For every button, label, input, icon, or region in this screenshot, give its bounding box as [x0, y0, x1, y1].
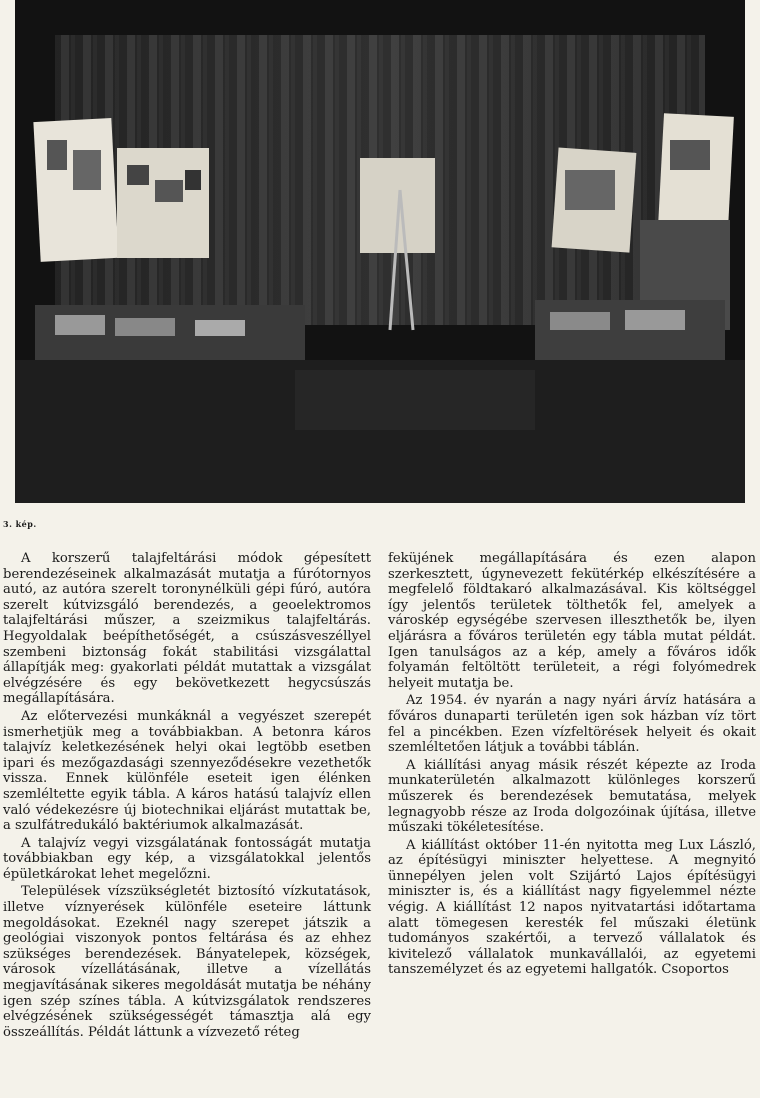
paragraph: Települések vízszükségletét biztosító vízkutatások, illetve víznyerések különféle eseteire láttunk megoldásokat. Ezeknél nagy szerepet játszik a geológiai viszonyok pontos feltárása és az ehhez szükséges berendezések. Bányatelepek, községek, városok vízellátásának, illetve a vízellátás megjavításának sikeres megoldását mutatja be néhány igen szép színes tábla. A kútvizsgálatok rendszeres elvégzésének szükségességét támasztja alá egy összeállítás. Példát láttunk a vízvezető réteg [3, 884, 371, 1040]
paragraph: A korszerű talajfeltárási módok gépesített berendezéseinek alkalmazását mutatja a fúrótornyos autó, az autóra szerelt toronynélküli gépi fúró, autóra szerelt kútvizsgáló berendezés, a geoelektromos talajfeltárási műszer, a szeizmikus talajfeltárás. Hegyoldalak beépíthetőségét, a csúszásveszéllyel szembeni biztonság fokát stabilitási vizsgálattal állapítják meg: gyakorlati példát mutattak a vizsgálat elvégzésére és egy bekövetkezett hegycsúszás megállapítására. [3, 551, 371, 707]
figure-caption: 3. kép. [3, 519, 37, 529]
paragraph: A kiállítást október 11-én nyitotta meg Lux László, az építésügyi miniszter helyettese. A megnyitó ünnepélyen jelen volt Szijártó Lajos építésügyi miniszter is, és a kiállítást nagy figyelemmel nézte végig. A kiállítást 12 napos nyitvatartási időtartama alatt tömegesen keresték fel műszaki életünk tudományos szakértői, a tervező vállalatok és kivitelező vállalatok munkavállalói, az egyetemi tanszemélyzet és az egyetemi hallgatók. Csoportos [388, 837, 756, 978]
paragraph: A talajvíz vegyi vizsgálatának fontosságát mutatja továbbiakban egy kép, a vizsgálatokkal jelentős épületkárokat lehet megelőzni. [3, 835, 371, 882]
paragraph: A kiállítási anyag másik részét képezte az Iroda munkaterületén alkalmazott különleges korszerű műszerek és berendezések bemutatása, melyek legnagyobb része az Iroda dolgozóinak újítása, illetve műszaki tökéletesítése. [388, 757, 756, 836]
paragraph: feküjének megállapítására és ezen alapon szerkesztett, úgynevezett fekütérkép elkészítésére a megfelelő földtakaró alkalmazásával. Kis költséggel így jelentős területek tölthetők fel, amelyek a városkép egységébe szervesen illeszthetők be, ilyen eljárásra a főváros területén egy tábla mutat példát. Igen tanulságos az a kép, amely a főváros idők folyamán feltöltött területeit, a régi folyómedrek helyeit mutatja be. [388, 551, 756, 691]
exhibition-photo [15, 0, 745, 503]
paragraph: Az előtervezési munkáknál a vegyészet szerepét ismerhetjük meg a továbbiakban. A betonra káros talajvíz keletkezésének helyi okai legtöbb esetben ipari és mezőgazdasági szennyeződésekre vezethetők vissza. Ennek különféle eseteit igen élénken szemléltette egyik tábla. A káros hatású talajvíz ellen való védekezésre új biotechnikai eljárást mutattak be, a szulfátredukáló baktériumok alkalmazását. [3, 708, 371, 834]
paragraph: Az 1954. év nyarán a nagy nyári árvíz hatására a főváros dunaparti területén igen sok házban víz tört fel a pincékben. Ezen vízfeltörések helyeit és okait szemléltetően látjuk a további táblán. [388, 693, 756, 756]
left-text-column [3, 551, 371, 1042]
right-text-column [388, 551, 756, 980]
